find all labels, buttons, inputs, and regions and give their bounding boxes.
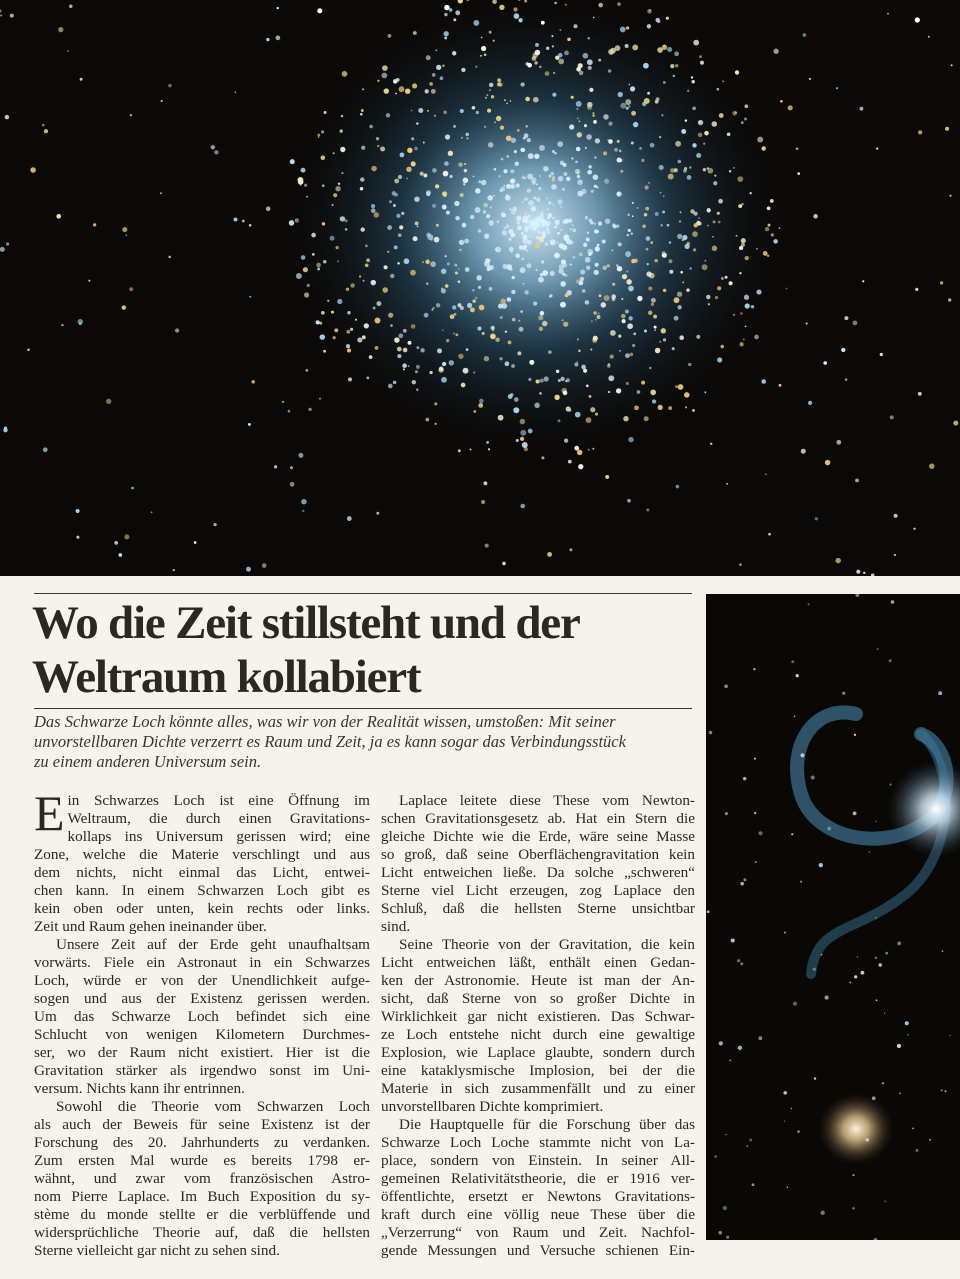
text-line: eine kataklysmische Implosion, bei der die xyxy=(381,1062,695,1079)
text-line: sind. xyxy=(381,918,411,935)
text-line: vorwärts. Fiele ein Astronaut in ein Schwarzes xyxy=(34,954,370,971)
text-line: schen Gravitationsgesetz ab. Hat ein Stern die xyxy=(381,810,695,827)
text-line: „Verzerrung“ von Raum und Zeit. Nachfol- xyxy=(381,1224,695,1241)
text-line: kein oben oder unten, kein rechts oder links. xyxy=(34,900,370,917)
text-line: widersprüchliche Theorie auf, daß die hellsten xyxy=(34,1224,370,1241)
star-cluster-photo xyxy=(0,0,960,576)
drop-cap: E xyxy=(34,785,65,841)
headline-bottom-rule xyxy=(34,708,692,709)
text-line: ze Loch entstehe nicht durch eine gewaltige xyxy=(381,1026,695,1043)
text-line: Zeit und Raum gehen ineinander über. xyxy=(34,918,267,935)
text-line: so groß, daß seine Oberflächengravitation kein xyxy=(381,846,695,863)
text-line: ser, wo der Raum nicht existiert. Hier ist die xyxy=(34,1044,370,1061)
text-line: Explosion, wie Laplace glaubte, sondern durch xyxy=(381,1044,695,1061)
text-line: unvorstellbaren Dichte komprimiert. xyxy=(381,1098,604,1115)
text-line: Schluß, daß die hellsten Sterne unsichtbar xyxy=(381,900,695,917)
text-line: dem nichts, nicht einmal das Licht, entwei- xyxy=(34,864,370,881)
text-line: Zum ersten Mal wurde es bereits 1798 er- xyxy=(34,1152,370,1169)
text-line: Gravitation stärker als irgendwo sonst im Uni- xyxy=(34,1062,370,1079)
lead-paragraph xyxy=(34,712,704,772)
text-line: kraft durch eine völlig neue These über die xyxy=(381,1206,695,1223)
text-line: Zone, welche die Materie verschlingt und aus xyxy=(34,846,370,863)
text-line: kollaps ins Universum gerissen wird; eine xyxy=(67,828,370,845)
text-line: gleiche Dichte wie die Erde, wäre seine Masse xyxy=(381,828,695,845)
text-line: place, sondern von Einstein. In seiner All- xyxy=(381,1152,695,1169)
text-line: sicht, daß Sterne von so großer Dichte in xyxy=(381,990,695,1007)
text-line: versum. Nichts kann ihr entrinnen. xyxy=(34,1080,245,1097)
text-line: nom Pierre Laplace. Im Buch Exposition du sy- xyxy=(34,1188,370,1205)
title-line: Wo die Zeit stillsteht und der xyxy=(32,597,580,649)
lead-line: Das Schwarze Loch könnte alles, was wir von der Realität wissen, umstoßen: Mit seiner xyxy=(34,712,616,731)
text-line: als auch der Beweis für seine Existenz ist der xyxy=(34,1116,370,1133)
text-line: Weltraum, die durch einen Gravitations- xyxy=(67,810,370,827)
text-line: gemeinen Relativitätstheorie, die er 1916 ver- xyxy=(381,1170,695,1187)
title-line: Weltraum kollabiert xyxy=(32,651,421,703)
body-column-left xyxy=(34,785,370,1260)
text-line: Sowohl die Theorie vom Schwarzen Loch xyxy=(56,1098,370,1115)
text-line: Licht entweichen läßt, enthält einen Gedan- xyxy=(381,954,695,971)
page-title xyxy=(32,596,700,704)
text-line: Loch, würde er von der Unendlichkeit aufge- xyxy=(34,972,370,989)
text-line: wähnt, und zwar vom französischen Astro- xyxy=(34,1170,370,1187)
text-line: öffentlichte, ersetzt er Newtons Gravitations- xyxy=(381,1188,695,1205)
text-line: Seine Theorie von der Gravitation, die kein xyxy=(399,936,695,953)
text-line: gende Messungen und Versuche schienen Ein- xyxy=(381,1242,695,1259)
text-line: Wirklichkeit gar nicht existieren. Das Schwar- xyxy=(381,1008,695,1025)
body-column-right xyxy=(381,792,695,1260)
text-line: sogen und aus der Existenz gerissen werden. xyxy=(34,990,370,1007)
text-line: stème du monde stellte er die verblüffende und xyxy=(34,1206,370,1223)
text-line: Unsere Zeit auf der Erde geht unaufhaltsam xyxy=(56,936,370,953)
lead-line: zu einem anderen Universum sein. xyxy=(34,752,262,771)
text-line: Die Hauptquelle für die Forschung über das xyxy=(399,1116,695,1133)
text-line: Sterne viel Licht erzeugen, zog Laplace den xyxy=(381,882,695,899)
text-line: ken der Astronomie. Heute ist man der An- xyxy=(381,972,695,989)
text-line: Licht entweichen ließe. Da solche „schweren“ xyxy=(381,864,695,881)
text-line: chen kann. In einem Schwarzen Loch gibt es xyxy=(34,882,370,899)
text-line: in Schwarzes Loch ist eine Öffnung im xyxy=(67,792,370,809)
text-line: Um das Schwarze Loch befindet sich eine xyxy=(34,1008,370,1025)
text-line: Laplace leitete diese These vom Newton- xyxy=(399,792,695,809)
galaxy-photo xyxy=(706,594,960,1240)
lead-line: unvorstellbaren Dichte verzerrt es Raum und Zeit, ja es kann sogar das Verbindungsstück xyxy=(34,732,626,751)
text-line: Forschung des 20. Jahrhunderts zu verdanken. xyxy=(34,1134,370,1151)
text-line: Schlucht von wenigen Kilometern Durchmes- xyxy=(34,1026,370,1043)
text-line: Schwarze Loch Loche stammte nicht von La- xyxy=(381,1134,695,1151)
text-line: Materie in sich zusammenfällt und zu einer xyxy=(381,1080,695,1097)
headline-top-rule xyxy=(34,593,692,594)
text-line: Sterne vielleicht gar nicht zu sehen sind. xyxy=(34,1242,280,1259)
